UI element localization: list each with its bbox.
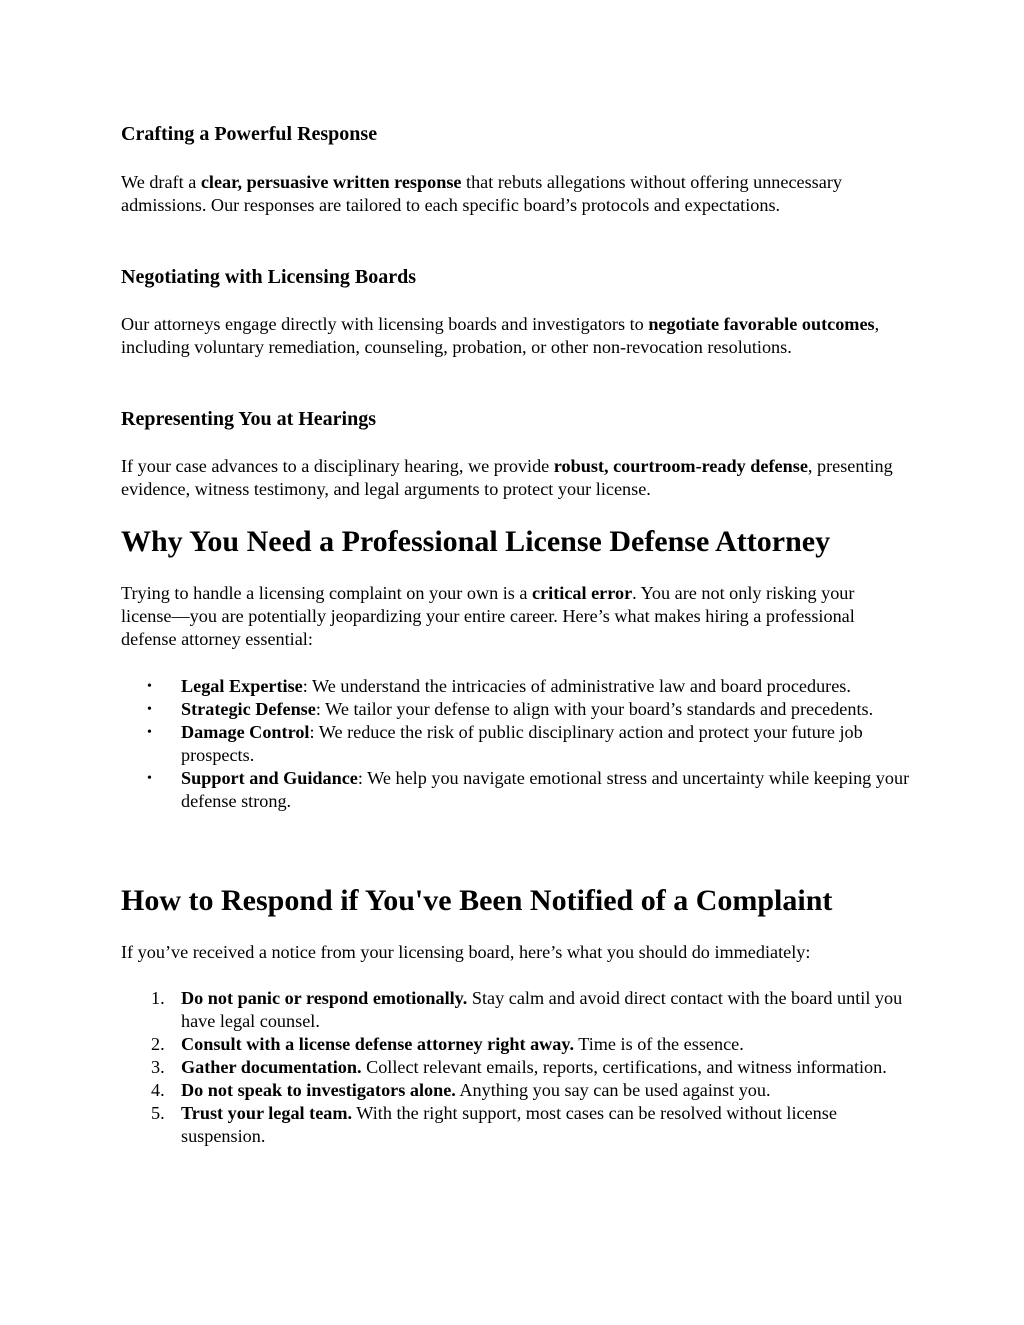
bullet-icon: • [147, 725, 152, 740]
text-segment: If your case advances to a disciplinary hearing, we provide [121, 456, 554, 476]
heading-how-to-respond: How to Respond if You've Been Notified of a Complaint [121, 884, 833, 917]
paragraph-negotiating-boards [121, 313, 906, 359]
text-segment: that rebuts allegations without offering unnecessary admissions. Our responses are tailored to each specific board’s protocols and expectations. [121, 172, 842, 215]
paragraph-how-to-respond-intro: If you’ve received a notice from your licensing board, here’s what you should do immediately: [121, 942, 811, 962]
list-number: 5. [151, 1103, 165, 1123]
text-segment: , including voluntary remediation, counseling, probation, or other non-revocation resolutions. [121, 314, 880, 357]
bold-text: Consult with a license defense attorney right away. [181, 1034, 575, 1054]
bold-text: robust, courtroom-ready defense [553, 456, 808, 476]
list-item [121, 721, 911, 767]
list-number: 1. [151, 988, 165, 1008]
bold-text: Strategic Defense [181, 699, 316, 719]
numbered-list-steps [121, 987, 911, 1148]
text-segment: : We reduce the risk of public disciplinary action and protect your future job prospects. [181, 722, 863, 765]
text-segment: : We tailor your defense to align with your board’s standards and precedents. [315, 699, 874, 719]
list-item [121, 698, 911, 721]
text-segment: : We understand the intricacies of administrative law and board procedures. [302, 676, 851, 696]
list-number: 3. [151, 1057, 165, 1077]
text-segment: : We help you navigate emotional stress and uncertainty while keeping your defense strong. [181, 768, 910, 811]
text-segment: With the right support, most cases can be resolved without license suspension. [181, 1103, 837, 1146]
bullet-list-reasons [121, 675, 911, 813]
bold-text: negotiate favorable outcomes [648, 314, 875, 334]
bold-text: critical error [532, 583, 633, 603]
bold-text: Trust your legal team. [181, 1103, 353, 1123]
bold-text: Support and Guidance [181, 768, 358, 788]
bold-text: clear, persuasive written response [200, 172, 462, 192]
list-item [121, 675, 911, 698]
heading-negotiating-boards: Negotiating with Licensing Boards [121, 266, 417, 288]
text-segment: Collect relevant emails, reports, certifications, and witness information. [361, 1057, 887, 1077]
bullet-icon: • [147, 771, 152, 786]
paragraph-why-need-attorney [121, 582, 906, 651]
list-number: 2. [151, 1034, 165, 1054]
bold-text: Legal Expertise [181, 676, 303, 696]
list-item [121, 1102, 911, 1148]
text-segment: Time is of the essence. [574, 1034, 744, 1054]
text-segment: . You are not only risking your license—you are potentially jeopardizing your entire career. Here’s what makes hiring a professional defense attorney essential: [121, 583, 855, 649]
text-segment: Our attorneys engage directly with licensing boards and investigators to [121, 314, 649, 334]
list-item [121, 1033, 911, 1056]
bold-text: Gather documentation. [181, 1057, 362, 1077]
text-segment: , presenting evidence, witness testimony, and legal arguments to protect your license. [121, 456, 893, 499]
text-segment: Trying to handle a licensing complaint on your own is a [121, 583, 533, 603]
list-item [121, 767, 911, 813]
text-segment: Anything you say can be used against you. [455, 1080, 771, 1100]
heading-crafting-response: Crafting a Powerful Response [121, 123, 378, 145]
bullet-icon: • [147, 679, 152, 694]
bold-text: Do not speak to investigators alone. [181, 1080, 456, 1100]
heading-why-need-attorney: Why You Need a Professional License Defense Attorney [121, 525, 831, 558]
paragraph-crafting-response [121, 171, 906, 217]
text-segment: Stay calm and avoid direct contact with the board until you have legal counsel. [181, 988, 903, 1031]
bold-text: Damage Control [181, 722, 310, 742]
heading-representing-hearings: Representing You at Hearings [121, 408, 376, 430]
text-segment: We draft a [121, 172, 201, 192]
bold-text: Do not panic or respond emotionally. [181, 988, 468, 1008]
list-number: 4. [151, 1080, 165, 1100]
list-item [121, 1079, 911, 1102]
bullet-icon: • [147, 702, 152, 717]
paragraph-representing-hearings [121, 455, 906, 501]
list-item [121, 1056, 911, 1079]
list-item [121, 987, 911, 1033]
